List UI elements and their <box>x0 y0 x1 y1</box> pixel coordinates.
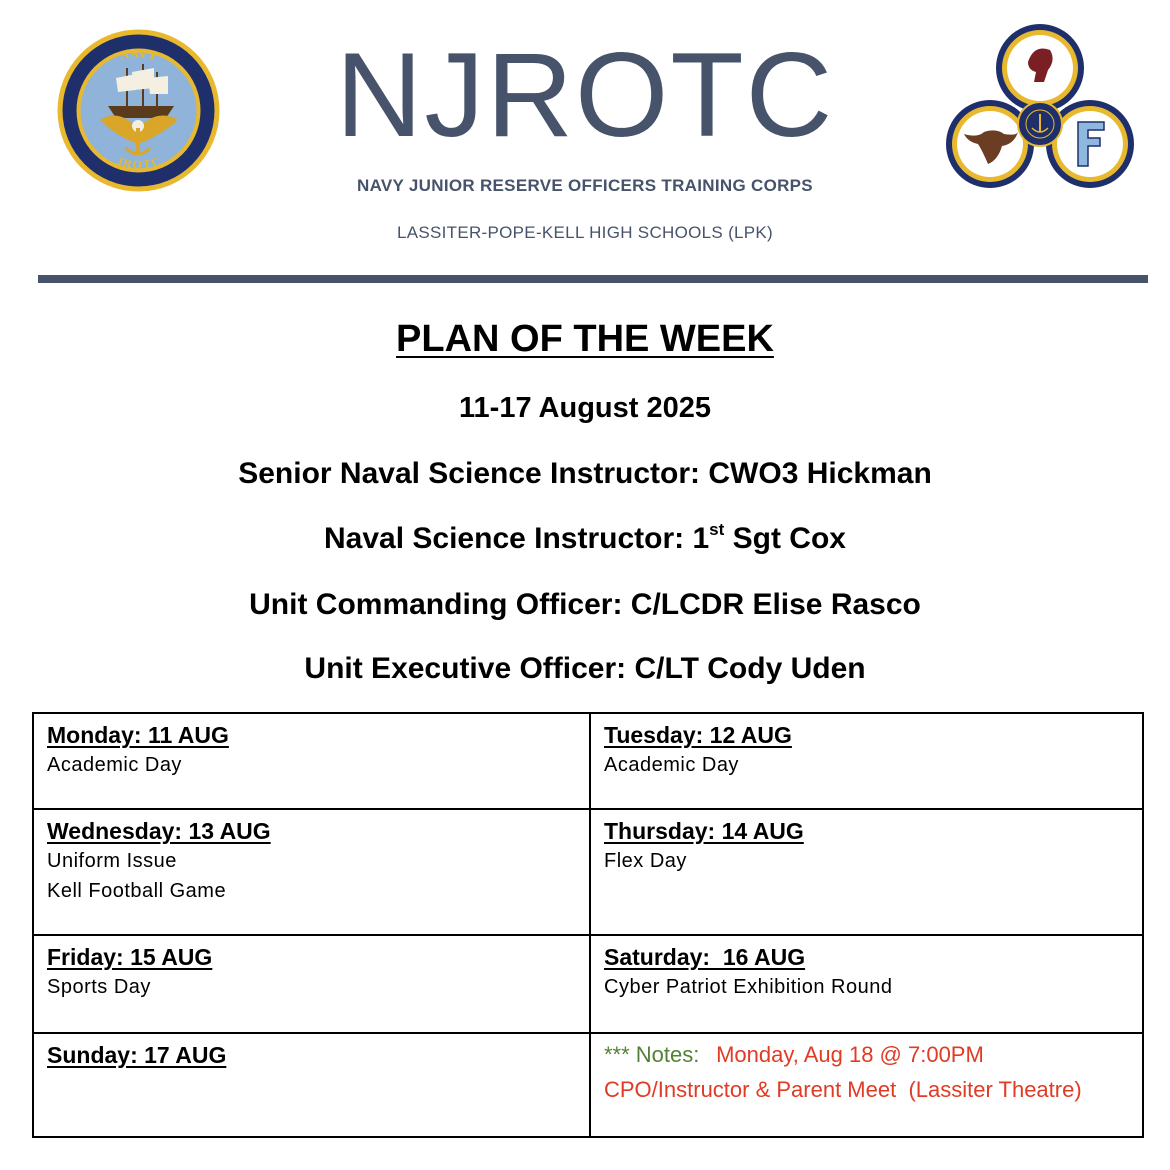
wednesday-heading: Wednesday: 13 AUG <box>47 818 271 844</box>
wednesday-cell <box>33 809 590 935</box>
page-title: NJROTC <box>335 28 835 162</box>
lpk-schools-emblem-icon <box>944 20 1136 192</box>
instructor-suffix: Sgt Cox <box>724 522 846 555</box>
saturday-item: Cyber Patriot Exhibition Round <box>604 976 893 998</box>
thursday-cell <box>590 809 1143 935</box>
schools-subtitle: LASSITER-POPE-KELL HIGH SCHOOLS (LPK) <box>396 223 774 242</box>
emblem-top-text: NAVY <box>117 45 160 64</box>
schedule-row <box>33 935 1143 1033</box>
monday-heading: Monday: 11 AUG <box>47 722 229 748</box>
schedule-row <box>33 809 1143 935</box>
notes-label: *** Notes: <box>604 1042 700 1067</box>
instructor-ordinal: st <box>709 520 725 539</box>
friday-cell <box>33 935 590 1033</box>
sunday-cell <box>33 1033 590 1137</box>
thursday-item: Flex Day <box>604 850 687 872</box>
plan-title-text: PLAN OF THE WEEK <box>396 318 774 360</box>
senior-instructor-line: Senior Naval Science Instructor: CWO3 Hickman <box>238 457 932 490</box>
plan-of-the-week-heading <box>0 318 1170 361</box>
tuesday-cell <box>590 713 1143 809</box>
tuesday-item: Academic Day <box>604 754 739 776</box>
thursday-heading: Thursday: 14 AUG <box>604 818 804 844</box>
friday-item: Sports Day <box>47 976 151 998</box>
organization-subtitle: NAVY JUNIOR RESERVE OFFICERS TRAINING CORPS <box>357 176 813 195</box>
notes-text: Monday, Aug 18 @ 7:00PM CPO/Instructor & Parent Meet (Lassiter Theatre) <box>604 1042 1082 1102</box>
saturday-cell <box>590 935 1143 1033</box>
friday-heading: Friday: 15 AUG <box>47 944 213 970</box>
schedule-row <box>33 713 1143 809</box>
saturday-heading: Saturday: 16 AUG <box>604 944 806 970</box>
commanding-officer-line: Unit Commanding Officer: C/LCDR Elise Rasco <box>249 588 921 621</box>
header-divider <box>38 275 1148 283</box>
wednesday-item: Uniform Issue <box>47 850 177 872</box>
instructor-line <box>0 522 1170 556</box>
wednesday-item: Kell Football Game <box>47 880 227 902</box>
schedule-row <box>33 1033 1143 1137</box>
monday-cell <box>33 713 590 809</box>
notes-cell <box>590 1033 1143 1137</box>
weekly-schedule-table <box>32 712 1144 1138</box>
emblem-bottom-text: JROTC <box>114 153 163 172</box>
instructor-prefix: Naval Science Instructor: 1 <box>324 522 710 555</box>
sunday-heading: Sunday: 17 AUG <box>47 1042 227 1068</box>
executive-officer-line: Unit Executive Officer: C/LT Cody Uden <box>304 652 866 685</box>
monday-item: Academic Day <box>47 754 182 776</box>
week-dates: 11-17 August 2025 <box>459 392 711 424</box>
tuesday-heading: Tuesday: 12 AUG <box>604 722 792 748</box>
